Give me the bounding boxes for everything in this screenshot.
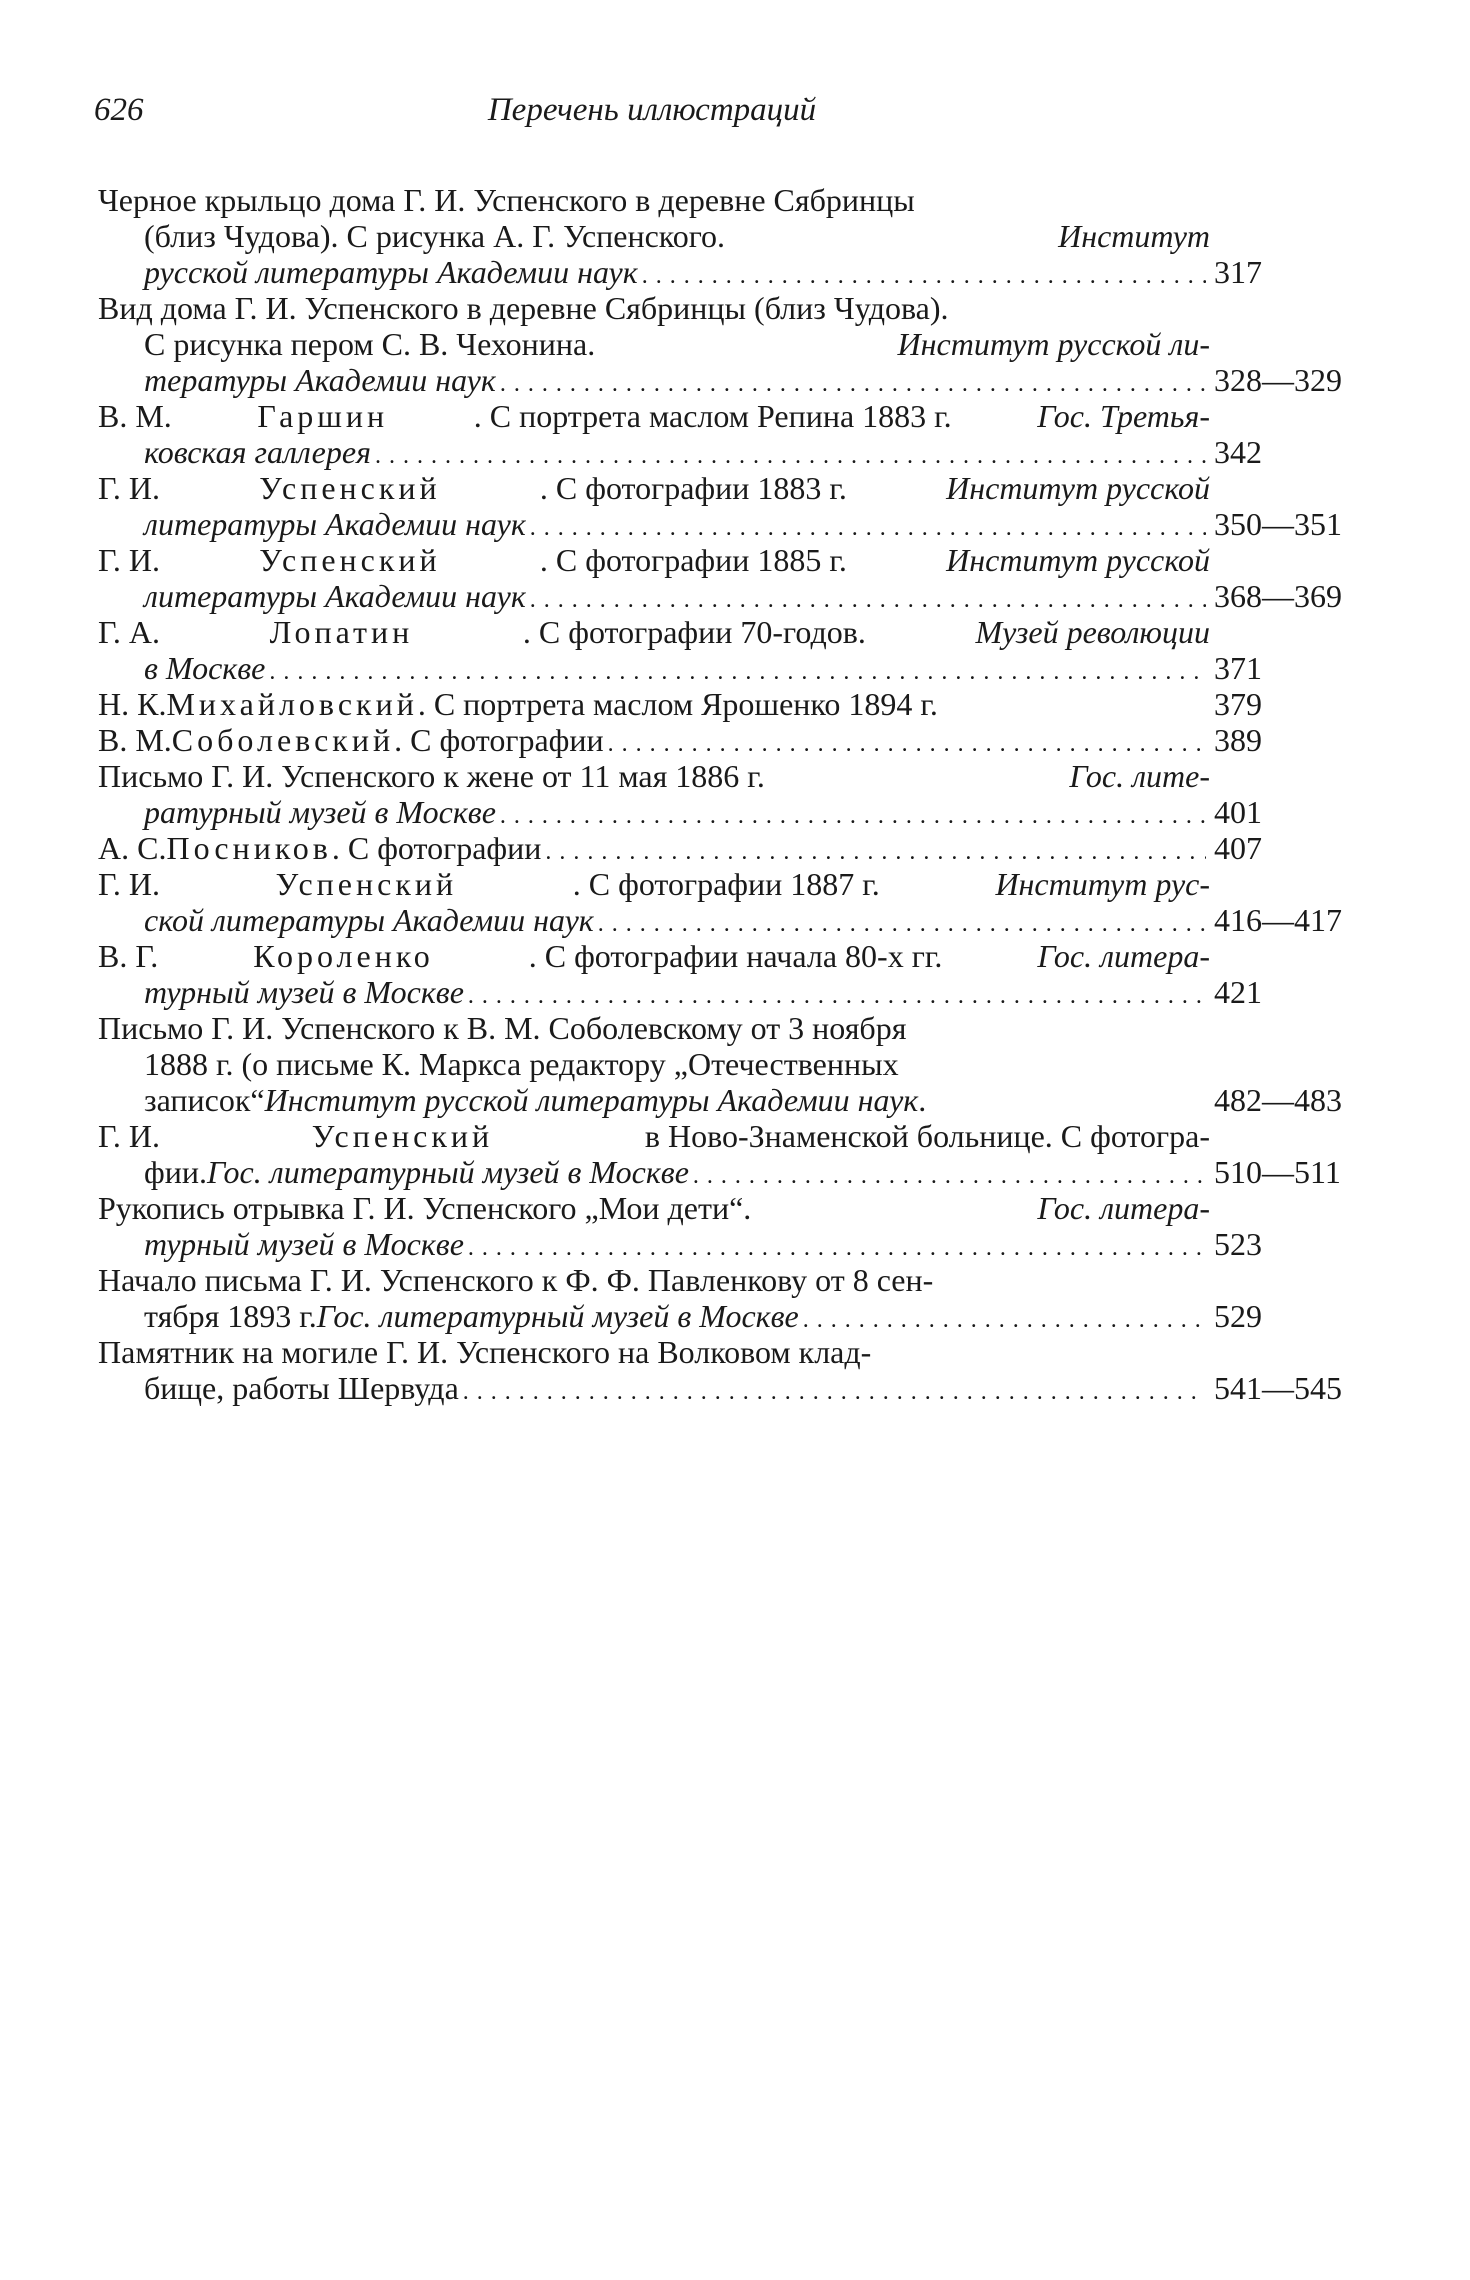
list-item — [98, 866, 1342, 938]
entry-line — [98, 1334, 1210, 1370]
entry-text: . С фотографии начала 80-х гг. — [528, 938, 943, 974]
source-text: Гос. Третья- — [1037, 398, 1210, 434]
entry-line — [98, 1370, 1342, 1406]
source-text: Институт рус- — [995, 866, 1210, 902]
entry-line — [98, 542, 1210, 578]
dot-leader — [500, 362, 1206, 402]
source-text: тературы Академии наук — [144, 362, 496, 398]
page-reference: 510—511 — [1214, 1154, 1341, 1190]
page-reference: 416—417 — [1214, 902, 1342, 938]
entry-line — [98, 794, 1262, 830]
dot-leader — [803, 1298, 1206, 1338]
entry-line — [98, 722, 1262, 758]
page-reference: 371 — [1214, 650, 1262, 686]
list-item — [98, 1010, 1342, 1118]
source-text: Институт — [1058, 218, 1210, 254]
entry-line — [98, 1082, 1342, 1118]
entry-line — [98, 182, 1210, 218]
entry-line — [98, 578, 1342, 614]
page-reference: 368—369 — [1214, 578, 1342, 614]
entry-line — [98, 686, 1262, 722]
source-text: ратурный музей в Москве — [144, 794, 496, 830]
person-name: Успенский — [259, 542, 441, 578]
entry-text: . С фотографии — [331, 830, 542, 866]
entry-line — [98, 974, 1262, 1010]
page-reference: 523 — [1214, 1226, 1262, 1262]
entry-text: . С портрета маслом Репина 1883 г. — [473, 398, 952, 434]
person-name: Посников — [166, 830, 332, 866]
person-name: Успенский — [275, 866, 458, 902]
entry-text: Начало письма Г. И. Успенского к Ф. Ф. Павленкову от 8 сен- — [98, 1262, 934, 1298]
page-reference: 379 — [1214, 686, 1262, 722]
source-text: в Москве — [144, 650, 266, 686]
source-text: Институт русской — [946, 470, 1210, 506]
source-text: Гос. литературный музей в Москве — [206, 1154, 689, 1190]
entry-text: А. С. — [98, 830, 167, 866]
entry-line — [98, 1298, 1262, 1334]
dot-leader — [530, 506, 1206, 546]
dot-leader — [375, 434, 1206, 474]
entry-line — [98, 362, 1342, 398]
entry-line — [98, 830, 1262, 866]
source-text: русской литературы Академии наук — [144, 254, 638, 290]
entry-line — [98, 470, 1210, 506]
dot-leader — [545, 830, 1206, 870]
entry-line — [98, 1262, 1210, 1298]
entry-text: С рисунка пером С. В. Чехонина. — [144, 326, 596, 362]
source-text: Музей революции — [975, 614, 1210, 650]
entry-line — [98, 1226, 1262, 1262]
illustration-list — [98, 182, 1358, 1406]
entry-line — [98, 938, 1210, 974]
page-number: 626 — [94, 92, 144, 128]
entry-text: В. М. — [98, 722, 172, 758]
entry-text: В. Г. — [98, 938, 159, 974]
dot-leader — [463, 1370, 1206, 1410]
page-reference: 482—483 — [1214, 1082, 1342, 1118]
list-item — [98, 830, 1262, 866]
entry-text: фии. — [144, 1154, 207, 1190]
entry-text: Памятник на могиле Г. И. Успенского на Волковом клад- — [98, 1334, 872, 1370]
dot-leader — [500, 794, 1206, 834]
entry-text: Письмо Г. И. Успенского к жене от 11 мая 1886 г. — [98, 758, 765, 794]
entry-text: . С фотографии 1887 г. — [572, 866, 880, 902]
dot-leader — [598, 902, 1206, 942]
list-item — [98, 398, 1262, 470]
entry-text: . С фотографии 70-годов. — [522, 614, 866, 650]
list-item — [98, 1262, 1262, 1334]
page-header — [94, 92, 1210, 140]
entry-text: тября 1893 г. — [144, 1298, 317, 1334]
entry-line — [98, 326, 1210, 362]
list-item — [98, 182, 1262, 290]
source-text: Институт русской литературы Академии наук — [264, 1082, 919, 1118]
entry-line — [98, 398, 1210, 434]
list-item — [98, 1118, 1341, 1190]
entry-text: Г. И. — [98, 866, 160, 902]
entry-text: Вид дома Г. И. Успенского в деревне Сябринцы (близ Чудова). — [98, 290, 949, 326]
entry-text: 1888 г. (о письме К. Маркса редактору „Отечественных — [144, 1046, 899, 1082]
entry-line — [98, 1190, 1210, 1226]
person-name: Соболевский — [171, 722, 395, 758]
entry-text: Г. А. — [98, 614, 160, 650]
list-item — [98, 1190, 1262, 1262]
dot-leader — [642, 254, 1206, 294]
list-item — [98, 722, 1262, 758]
entry-line — [98, 218, 1210, 254]
entry-line — [98, 866, 1210, 902]
entry-text: . — [918, 1082, 927, 1118]
entry-text: записок“ — [144, 1082, 265, 1118]
entry-text: . С портрета маслом Ярошенко 1894 г. — [417, 686, 938, 722]
dot-leader — [608, 722, 1206, 762]
page-reference: 389 — [1214, 722, 1262, 758]
entry-text: бище, работы Шервуда — [144, 1370, 459, 1406]
entry-text: в Ново-Знаменской больнице. С фотогра- — [644, 1118, 1210, 1154]
entry-text: Г. И. — [98, 1118, 160, 1154]
entry-text: В. М. — [98, 398, 172, 434]
page-reference: 317 — [1214, 254, 1262, 290]
source-text: ской литературы Академии наук — [144, 902, 594, 938]
entry-line — [98, 1046, 1210, 1082]
person-name: Успенский — [311, 1118, 494, 1154]
entry-line — [98, 290, 1210, 326]
list-item — [98, 1334, 1342, 1406]
entry-text: . С фотографии — [394, 722, 604, 758]
dot-leader — [693, 1154, 1206, 1194]
entry-text: (близ Чудова). С рисунка А. Г. Успенского. — [144, 218, 726, 254]
entry-line — [98, 650, 1262, 686]
person-name: Гаршин — [257, 398, 389, 434]
person-name: Успенский — [259, 470, 441, 506]
dot-leader — [468, 1226, 1206, 1266]
page-reference: 401 — [1214, 794, 1262, 830]
list-item — [98, 758, 1262, 830]
source-text: Гос. литера- — [1037, 1190, 1210, 1226]
source-text: Институт русской — [946, 542, 1210, 578]
entry-text: Рукопись отрывка Г. И. Успенского „Мои дети“. — [98, 1190, 752, 1226]
dot-leader — [530, 578, 1206, 618]
entry-text: . С фотографии 1883 г. — [539, 470, 847, 506]
source-text: ковская галлерея — [144, 434, 371, 470]
entry-text: Черное крыльцо дома Г. И. Успенского в деревне Сябринцы — [98, 182, 915, 218]
entry-line — [98, 1154, 1341, 1190]
list-item — [98, 938, 1262, 1010]
page-reference: 328—329 — [1214, 362, 1342, 398]
running-title: Перечень иллюстраций — [487, 92, 817, 128]
list-item — [98, 614, 1262, 686]
source-text: литературы Академии наук — [144, 578, 526, 614]
list-item — [98, 686, 1262, 722]
page-reference: 350—351 — [1214, 506, 1342, 542]
person-name: Лопатин — [269, 614, 414, 650]
entry-text: Г. И. — [98, 470, 160, 506]
page-reference: 342 — [1214, 434, 1262, 470]
entry-line — [98, 506, 1342, 542]
entry-text: Г. И. — [98, 542, 160, 578]
list-item — [98, 290, 1342, 398]
entry-text: Письмо Г. И. Успенского к В. М. Соболевскому от 3 ноября — [98, 1010, 907, 1046]
dot-leader — [269, 650, 1206, 690]
entry-line — [98, 902, 1342, 938]
page-reference: 541—545 — [1214, 1370, 1342, 1406]
page-reference: 529 — [1214, 1298, 1262, 1334]
person-name: Короленко — [253, 938, 434, 974]
entry-line — [98, 254, 1262, 290]
source-text: литературы Академии наук — [144, 506, 526, 542]
person-name: Михайловский — [166, 686, 418, 722]
entry-text: Н. К. — [98, 686, 167, 722]
entry-line — [98, 758, 1210, 794]
source-text: турный музей в Москве — [144, 1226, 464, 1262]
entry-text: . С фотографии 1885 г. — [539, 542, 847, 578]
source-text: Гос. лите- — [1069, 758, 1210, 794]
entry-line — [98, 434, 1262, 470]
entry-line — [98, 614, 1210, 650]
page-reference: 421 — [1214, 974, 1262, 1010]
entry-line — [98, 1118, 1210, 1154]
list-item — [98, 542, 1342, 614]
source-text: Гос. литера- — [1037, 938, 1210, 974]
dot-leader — [468, 974, 1206, 1014]
source-text: Институт русской ли- — [897, 326, 1210, 362]
entry-line — [98, 1010, 1210, 1046]
source-text: Гос. литературный музей в Москве — [316, 1298, 799, 1334]
page-reference: 407 — [1214, 830, 1262, 866]
source-text: турный музей в Москве — [144, 974, 464, 1010]
list-item — [98, 470, 1342, 542]
